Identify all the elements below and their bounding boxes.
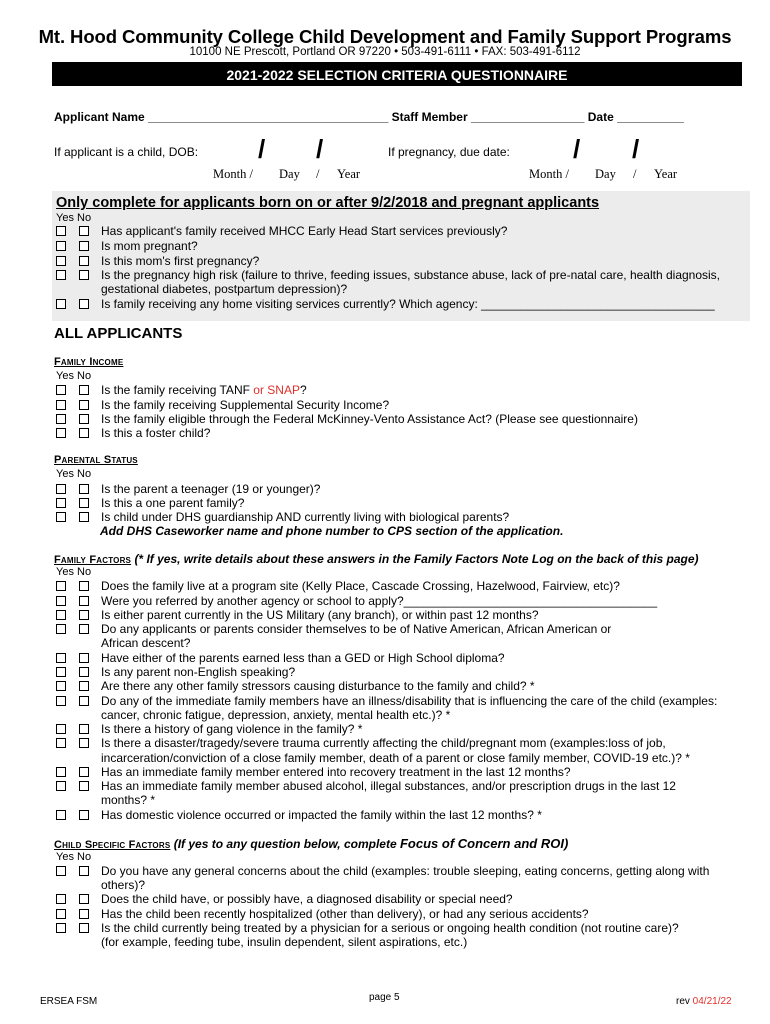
dob-day-label: Day [279,167,300,181]
family-factors-header [54,552,699,566]
yes-checkbox[interactable] [56,738,66,748]
no-checkbox[interactable] [79,512,89,522]
question-text: others)? [101,878,146,892]
yes-no-header: Yes No [56,851,92,863]
no-checkbox[interactable] [79,241,89,251]
question-text: Has domestic violence occurred or impacted the family within the last 12 months? * [101,808,542,822]
yes-checkbox[interactable] [56,894,66,904]
question-text: Is family receiving any home visiting services currently? Which agency: ___________________________________ [101,297,715,311]
question-text: Has an immediate family member entered into recovery treatment in the last 12 months? [101,765,571,779]
question-mark: ? [299,383,307,397]
footer-left: ERSEA FSM [40,996,98,1007]
no-checkbox[interactable] [79,894,89,904]
question-text: Does the child have, or possibly have, a diagnosed disability or special need? [101,892,513,906]
yes-checkbox[interactable] [56,667,66,677]
question-text: Has an immediate family member abused alcohol, illegal substances, and/or prescription drugs in the last 12 [101,779,676,793]
question-text: Has the child been recently hospitalized (other than delivery), or had any serious accidents? [101,907,589,921]
yes-checkbox[interactable] [56,810,66,820]
question-text: Is the parent a teenager (19 or younger)? [101,482,321,496]
question-text: Do any of the immediate family members have an illness/disability that is influencing the care of the child (examples: [101,694,718,708]
yes-checkbox[interactable] [56,512,66,522]
child-specific-note: (If yes to any question below, complete [173,837,400,851]
yes-checkbox[interactable] [56,270,66,280]
yes-no-header: Yes No [56,468,92,480]
no-checkbox[interactable] [79,581,89,591]
question-text: (for example, feeding tube, insulin dependent, silent aspirations, etc.) [101,935,468,949]
no-checkbox[interactable] [79,781,89,791]
no-checkbox[interactable] [79,866,89,876]
question-text: Do you have any general concerns about the child (examples: trouble sleeping, eating concerns, getting along with [101,864,710,878]
focus-of-concern-note: Focus of Concern and ROI) [399,836,569,851]
question-text: Is this mom's first pregnancy? [101,254,260,268]
no-checkbox[interactable] [79,428,89,438]
yes-checkbox[interactable] [56,241,66,251]
question-text: Does the family live at a program site (Kelly Place, Cascade Crossing, Hazelwood, Fairview, etc)? [101,579,620,593]
address-line: 10100 NE Prescott, Portland OR 97220 • 503-491-6111 • FAX: 503-491-6112 [189,46,581,58]
no-checkbox[interactable] [79,270,89,280]
all-applicants-title: ALL APPLICANTS [54,325,183,342]
dob-slash-1: / [258,134,266,164]
yes-checkbox[interactable] [56,909,66,919]
no-checkbox[interactable] [79,299,89,309]
yes-checkbox[interactable] [56,696,66,706]
no-checkbox[interactable] [79,385,89,395]
yes-checkbox[interactable] [56,596,66,606]
question-text: Is the pregnancy high risk (failure to thrive, feeding issues, substance abuse, lack of pre-natal care, health diagnosis, [101,268,721,282]
no-checkbox[interactable] [79,498,89,508]
family-factors-note: (* If yes, write details about these answers in the Family Factors Note Log on the back of this page) [134,552,699,566]
due-slash-2: / [632,134,640,164]
family-factors-heading: Family Factors [54,554,132,566]
due-slash-1: / [573,134,581,164]
yes-no-header: Yes No [56,370,92,382]
question-text: Do any applicants or parents consider themselves to be of Native American, African American or [101,622,612,636]
yes-checkbox[interactable] [56,428,66,438]
yes-checkbox[interactable] [56,624,66,634]
due-date-label: If pregnancy, due date: [388,145,510,159]
no-checkbox[interactable] [79,767,89,777]
question-text: months? * [101,793,156,807]
question-text: Are there any other family stressors causing disturbance to the family and child? * [101,679,535,693]
dob-slash-2: / [316,134,324,164]
question-text: Is the family eligible through the Federal McKinney-Vento Assistance Act? (Please see questionnaire) [101,412,638,426]
revision-prefix: rev [676,996,693,1007]
question-text: Is the family receiving Supplemental Security Income? [101,398,390,412]
page-number: page 5 [369,992,400,1003]
no-checkbox[interactable] [79,667,89,677]
question-text: Is the child currently being treated by a physician for a serious or ongoing health condition (not routine care)? [101,921,679,935]
yes-checkbox[interactable] [56,414,66,424]
question-text: incarceration/conviction of a close family member, death of a parent or close family member, COVID-19 etc.)? * [101,751,690,765]
child-specific-header [54,836,568,851]
yes-checkbox[interactable] [56,299,66,309]
yes-checkbox[interactable] [56,866,66,876]
question-text: Is this a foster child? [101,426,211,440]
dob-label: If applicant is a child, DOB: [54,145,199,159]
yes-checkbox[interactable] [56,681,66,691]
yes-checkbox[interactable] [56,484,66,494]
question-text: Is this a one parent family? [101,496,245,510]
yes-checkbox[interactable] [56,581,66,591]
no-checkbox[interactable] [79,909,89,919]
questionnaire-banner: 2021-2022 SELECTION CRITERIA QUESTIONNAIRE [52,62,742,86]
due-year-label: Year [654,167,678,181]
yes-checkbox[interactable] [56,781,66,791]
question-text: cancer, chronic fatigue, depression, anxiety, mental health etc.)? * [101,708,451,722]
dhs-caseworker-note: Add DHS Caseworker name and phone number to CPS section of the application. [100,524,564,538]
no-checkbox[interactable] [79,400,89,410]
yes-checkbox[interactable] [56,653,66,663]
dob-sep: / [316,167,320,181]
yes-checkbox[interactable] [56,226,66,236]
due-sep: / [633,167,637,181]
no-checkbox[interactable] [79,256,89,266]
question-text: Were you referred by another agency or school to apply?______________________________________ [101,594,658,608]
due-day-label: Day [595,167,616,181]
question-text: African descent? [101,636,191,650]
infant-section-title: Only complete for applicants born on or after 9/2/2018 and pregnant applicants [56,195,600,211]
question-text: Has applicant's family received MHCC Early Head Start services previously? [101,224,508,238]
yes-checkbox[interactable] [56,385,66,395]
question-text: Is any parent non-English speaking? [101,665,296,679]
document-title: Mt. Hood Community College Child Development and Family Support Programs [38,26,732,47]
child-specific-heading: Child Specific Factors [54,839,171,851]
no-checkbox[interactable] [79,226,89,236]
revision-date: 04/21/22 [692,996,732,1007]
yes-checkbox[interactable] [56,400,66,410]
parental-status-heading: Parental Status [54,454,138,466]
no-checkbox[interactable] [79,923,89,933]
yes-checkbox[interactable] [56,498,66,508]
no-checkbox[interactable] [79,624,89,634]
yes-no-header: Yes No [56,212,92,224]
no-checkbox[interactable] [79,696,89,706]
yes-checkbox[interactable] [56,610,66,620]
family-income-heading: Family Income [54,356,124,368]
tanf-text: Is the family receiving TANF [101,383,254,397]
dob-month-label: Month / [213,167,253,181]
yes-checkbox[interactable] [56,767,66,777]
no-checkbox[interactable] [79,610,89,620]
question-text: Have either of the parents earned less than a GED or High School diploma? [101,651,505,665]
yes-checkbox[interactable] [56,923,66,933]
no-checkbox[interactable] [79,681,89,691]
no-checkbox[interactable] [79,738,89,748]
no-checkbox[interactable] [79,484,89,494]
yes-checkbox[interactable] [56,724,66,734]
question-text: Is either parent currently in the US Military (any branch), or within past 12 months? [101,608,539,622]
question-text [101,383,744,397]
question-text: Is child under DHS guardianship AND currently living with biological parents? [101,510,510,524]
yes-checkbox[interactable] [56,256,66,266]
revision-label [676,996,732,1007]
question-text: Is there a history of gang violence in the family? * [101,722,363,736]
dob-year-label: Year [337,167,361,181]
no-checkbox[interactable] [79,653,89,663]
no-checkbox[interactable] [79,414,89,424]
snap-text: or SNAP [253,383,300,397]
no-checkbox[interactable] [79,596,89,606]
question-text: Is there a disaster/tragedy/severe trauma currently affecting the child/pregnant mom (examples:loss of job, [101,736,666,750]
question-text: gestational diabetes, postpartum depression)? [101,282,348,296]
yes-no-header: Yes No [56,566,92,578]
no-checkbox[interactable] [79,724,89,734]
question-text: Is mom pregnant? [101,239,198,253]
no-checkbox[interactable] [79,810,89,820]
applicant-info-line[interactable]: Applicant Name ____________________________________ Staff Member _________________ Date __________ [54,110,684,124]
due-month-label: Month / [529,167,569,181]
